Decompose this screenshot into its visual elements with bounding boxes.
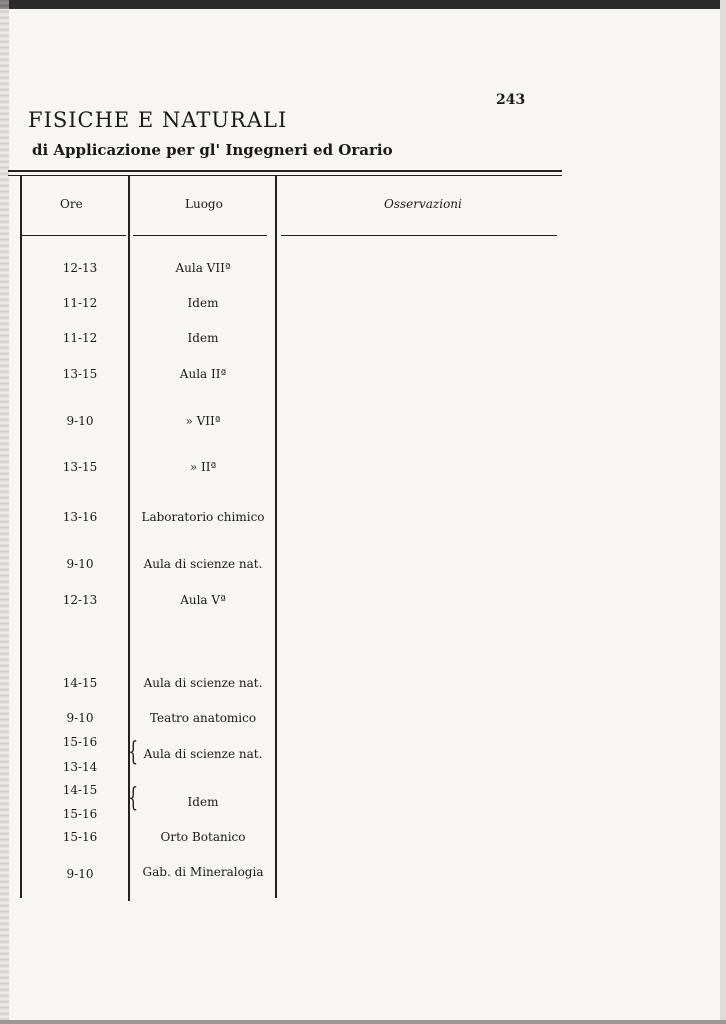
- header-luogo: Luogo: [185, 197, 223, 211]
- grouping-brace: {: [128, 737, 139, 767]
- row-14-luogo: Idem: [187, 795, 219, 809]
- row-1-ore: 12-13: [62, 261, 98, 275]
- row-5-luogo: » VIIª: [185, 414, 221, 428]
- row-16-luogo: Orto Botanico: [160, 830, 246, 844]
- row-3-luogo: Idem: [187, 331, 219, 345]
- page-top-edge: [0, 0, 726, 9]
- row-9-luogo: Aula Vª: [180, 593, 226, 607]
- page-binding-edge: [0, 0, 9, 1024]
- header-rule-osservazioni: [281, 235, 557, 236]
- row-11-ore: 9-10: [66, 711, 94, 725]
- row-12-ore: 15-16: [62, 735, 98, 749]
- header-ore: Ore: [60, 197, 83, 211]
- row-17-luogo: Gab. di Mineralogia: [142, 865, 264, 879]
- row-15-ore: 15-16: [62, 807, 98, 821]
- page-subtitle: di Applicazione per gl' Ingegneri ed Orario: [32, 141, 393, 159]
- header-rule-luogo: [133, 235, 267, 236]
- row-10-luogo: Aula di scienze nat.: [143, 676, 263, 690]
- row-2-luogo: Idem: [187, 296, 219, 310]
- row-12-luogo: Aula di scienze nat.: [143, 747, 263, 761]
- column-divider-left: [20, 176, 22, 898]
- grouping-brace: {: [128, 783, 139, 813]
- page-number: 243: [496, 92, 526, 108]
- row-1-luogo: Aula VIIª: [175, 261, 231, 275]
- table-top-rule-thin: [8, 175, 562, 176]
- row-2-ore: 11-12: [62, 296, 98, 310]
- row-16-ore: 15-16: [62, 830, 98, 844]
- row-6-luogo: » IIª: [189, 460, 217, 474]
- row-10-ore: 14-15: [62, 676, 98, 690]
- row-6-ore: 13-15: [62, 460, 98, 474]
- row-8-ore: 9-10: [66, 557, 94, 571]
- page-bottom-edge: [0, 1020, 726, 1024]
- column-divider-luogo-osservazioni: [275, 176, 277, 898]
- row-7-luogo: Laboratorio chimico: [141, 510, 265, 524]
- row-4-luogo: Aula IIª: [179, 367, 227, 381]
- row-7-ore: 13-16: [62, 510, 98, 524]
- row-9-ore: 12-13: [62, 593, 98, 607]
- row-4-ore: 13-15: [62, 367, 98, 381]
- header-osservazioni: Osservazioni: [384, 197, 462, 211]
- row-11-luogo: Teatro anatomico: [149, 711, 257, 725]
- table-top-rule: [8, 170, 562, 172]
- row-3-ore: 11-12: [62, 331, 98, 345]
- page-title: FISICHE E NATURALI: [28, 108, 288, 132]
- page-right-edge: [720, 0, 726, 1024]
- header-rule-ore: [22, 235, 126, 236]
- row-8-luogo: Aula di scienze nat.: [143, 557, 263, 571]
- row-5-ore: 9-10: [66, 414, 94, 428]
- row-13-ore: 13-14: [62, 760, 98, 774]
- row-14-ore: 14-15: [62, 783, 98, 797]
- row-17-ore: 9-10: [66, 867, 94, 881]
